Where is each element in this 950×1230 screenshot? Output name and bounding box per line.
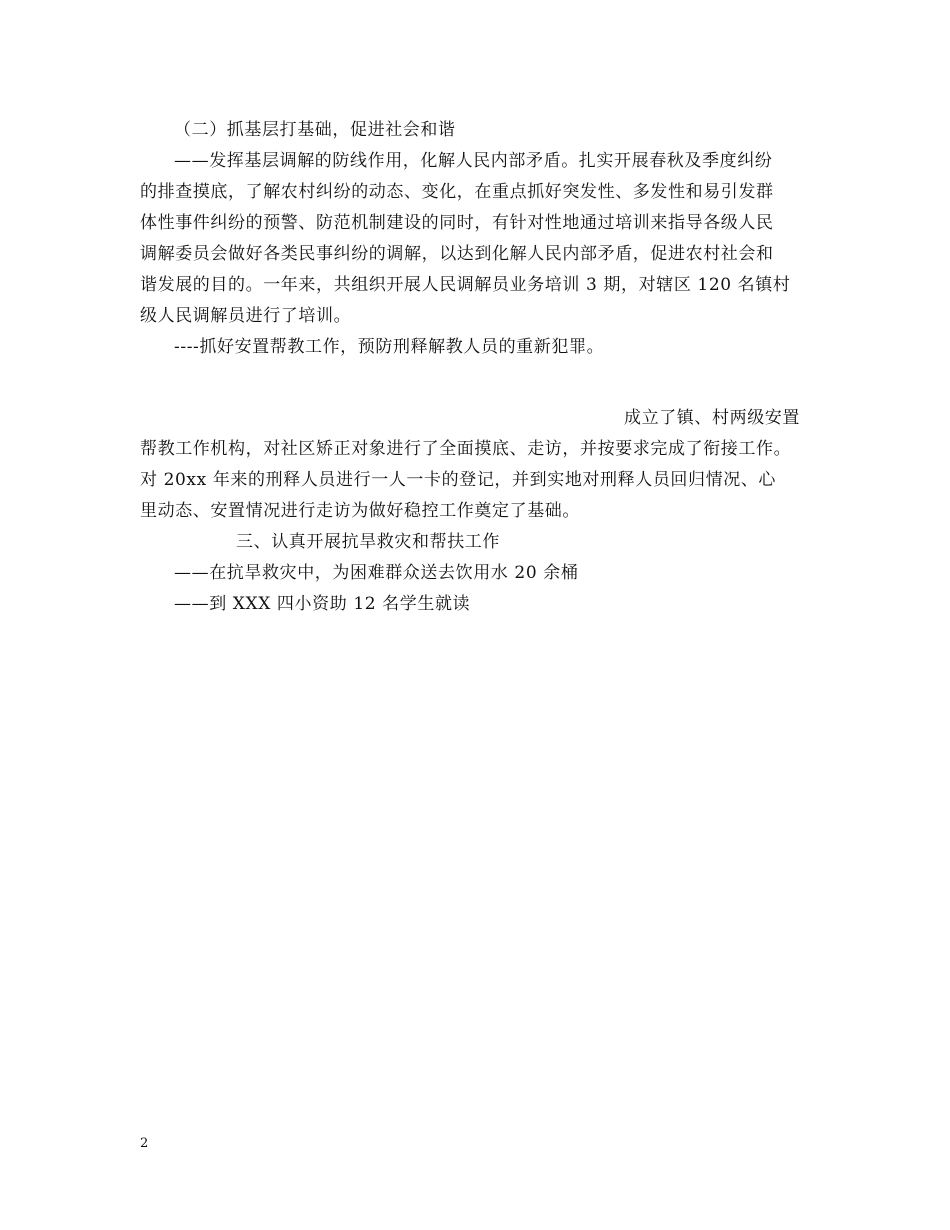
blank-gap <box>140 363 816 403</box>
paragraph-line: 成立了镇、村两级安置 <box>624 408 800 428</box>
paragraph-line: 级人民调解员进行了培训。 <box>140 306 352 326</box>
paragraph-line: 对 20xx 年来的刑释人员进行一人一卡的登记，并到实地对刑释人员回归情况、心 <box>140 470 777 490</box>
list-item: ——到 XXX 四小资助 12 名学生就读 <box>174 594 471 614</box>
section-heading: （二）抓基层打基础，促进社会和谐 <box>174 120 456 140</box>
section3-heading: 三、认真开展抗旱救灾和帮扶工作 <box>236 532 500 552</box>
paragraph-line: 里动态、安置情况进行走访为做好稳控工作奠定了基础。 <box>140 501 580 521</box>
page-number: 2 <box>140 1136 149 1151</box>
paragraph-line: 帮教工作机构，对社区矫正对象进行了全面摸底、走访，并按要求完成了衔接工作。 <box>140 439 792 459</box>
paragraph-line: 谐发展的目的。一年来，共组织开展人民调解员业务培训 3 期，对辖区 120 名镇村 <box>140 275 791 295</box>
paragraph-line: ——发挥基层调解的防线作用，化解人民内部矛盾。扎实开展春秋及季度纠纷 <box>174 151 773 171</box>
paragraph-line: 体性事件纠纷的预警、防范机制建设的同时，有针对性地通过培训来指导各级人民 <box>140 213 774 233</box>
document-body <box>140 115 816 620</box>
paragraph-line: ----抓好安置帮教工作，预防刑释解教人员的重新犯罪。 <box>174 337 605 357</box>
paragraph-line: 调解委员会做好各类民事纠纷的调解，以达到化解人民内部矛盾，促进农村社会和 <box>140 244 774 264</box>
list-item: ——在抗旱救灾中，为困难群众送去饮用水 20 余桶 <box>174 563 579 583</box>
paragraph-line: 的排查摸底，了解农村纠纷的动态、变化，在重点抓好突发性、多发性和易引发群 <box>140 182 774 202</box>
